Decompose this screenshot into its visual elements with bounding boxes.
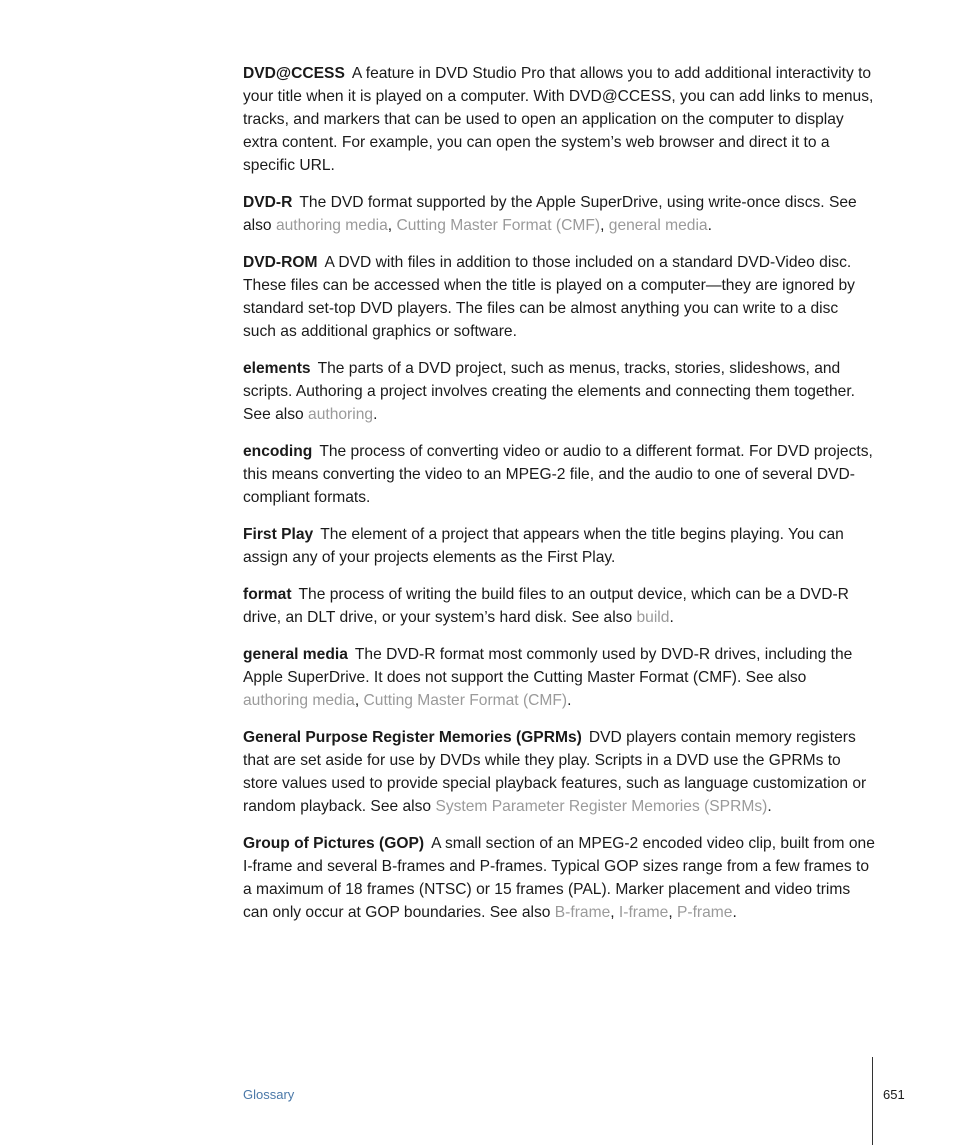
definition-text: The process of converting video or audio to a different format. For DVD projects, this means converting the video to an MPEG-2 file, and the audio to one of several DVD-compliant formats. xyxy=(243,443,873,506)
cross-reference-link[interactable]: P-frame xyxy=(676,904,733,921)
definition-text: . xyxy=(567,692,572,709)
glossary-entry xyxy=(243,251,875,343)
glossary-entry xyxy=(243,523,875,569)
definition-text: A small section of an MPEG-2 encoded video clip, built from one I-frame and several B-frames and P-frames. Typical GOP sizes range from a few frames to a maximum of 18 frames (NTSC) or 15 frames (PAL). Marker placement and video trims can only occur at GOP boundaries. See also xyxy=(243,835,875,921)
definition-text: . xyxy=(707,217,712,234)
glossary-term: DVD-ROM xyxy=(243,254,318,271)
definition-text: The process of writing the build files to an output device, which can be a DVD-R drive, an DLT drive, or your system’s hard disk. See also xyxy=(243,586,849,626)
glossary-term: First Play xyxy=(243,526,314,543)
glossary-entry xyxy=(243,440,875,509)
glossary-entry xyxy=(243,357,875,426)
definition-text: A feature in DVD Studio Pro that allows you to add additional interactivity to your title when it is played on a computer. With DVD@CCESS, you can add links to menus, tracks, and markers that can be used to open an application on the computer to display extra content. For example, you can open the system’s web browser and direct it to a specific URL. xyxy=(243,65,874,174)
page-number: 651 xyxy=(883,1087,905,1102)
definition-text: , xyxy=(354,692,364,709)
cross-reference-link[interactable]: B-frame xyxy=(554,904,611,921)
glossary-term: General Purpose Register Memories (GPRMs) xyxy=(243,729,582,746)
glossary-entry xyxy=(243,583,875,629)
cross-reference-link[interactable]: authoring media xyxy=(275,217,388,234)
glossary-entry xyxy=(243,191,875,237)
definition-text: The DVD-R format most commonly used by DVD-R drives, including the Apple SuperDrive. It does not support the Cutting Master Format (CMF). See also xyxy=(243,646,853,686)
definition-text: . xyxy=(732,904,737,921)
cross-reference-link[interactable]: Cutting Master Format (CMF) xyxy=(396,217,601,234)
glossary-term: format xyxy=(243,586,292,603)
glossary-term: encoding xyxy=(243,443,313,460)
definition-text: A DVD with files in addition to those included on a standard DVD-Video disc. These files can be accessed when the title is played on a computer—they are ignored by standard set-top DVD players. The files can be almost anything you can write to a disc such as additional graphics or software. xyxy=(243,254,855,340)
glossary-entry xyxy=(243,643,875,712)
glossary-entry xyxy=(243,62,875,177)
definition-text: . xyxy=(767,798,772,815)
cross-reference-link[interactable]: Cutting Master Format (CMF) xyxy=(363,692,568,709)
cross-reference-link[interactable]: I-frame xyxy=(618,904,669,921)
footer-divider xyxy=(872,1057,873,1145)
glossary-term: elements xyxy=(243,360,311,377)
footer-section-label: Glossary xyxy=(243,1087,295,1102)
glossary-term: DVD@CCESS xyxy=(243,65,345,82)
definition-text: , xyxy=(668,904,677,921)
definition-text: DVD players contain memory registers that are set aside for use by DVDs while they play. Scripts in a DVD use the GPRMs to store values used to provide special playback features, such as language customization or random playback. See also xyxy=(243,729,867,815)
definition-text: The element of a project that appears when the title begins playing. You can assign any of your projects elements as the First Play. xyxy=(243,526,844,566)
definition-text: The DVD format supported by the Apple SuperDrive, using write-once discs. See also xyxy=(243,194,857,234)
cross-reference-link[interactable]: general media xyxy=(608,217,708,234)
cross-reference-link[interactable]: authoring media xyxy=(243,692,355,709)
cross-reference-link[interactable]: System Parameter Register Memories (SPRMs) xyxy=(435,798,768,815)
glossary-entry xyxy=(243,832,875,924)
definition-text: The parts of a DVD project, such as menus, tracks, stories, slideshows, and scripts. Authoring a project involves creating the elements and connecting them together. See also xyxy=(243,360,855,423)
definition-text: . xyxy=(669,609,674,626)
glossary-term: general media xyxy=(243,646,348,663)
definition-text: , xyxy=(387,217,397,234)
cross-reference-link[interactable]: build xyxy=(636,609,670,626)
glossary-entry xyxy=(243,726,875,818)
glossary-term: Group of Pictures (GOP) xyxy=(243,835,425,852)
definition-text: . xyxy=(373,406,378,423)
definition-text: , xyxy=(600,217,609,234)
glossary-content xyxy=(243,62,875,938)
definition-text: , xyxy=(610,904,619,921)
cross-reference-link[interactable]: authoring xyxy=(308,406,374,423)
glossary-term: DVD-R xyxy=(243,194,293,211)
